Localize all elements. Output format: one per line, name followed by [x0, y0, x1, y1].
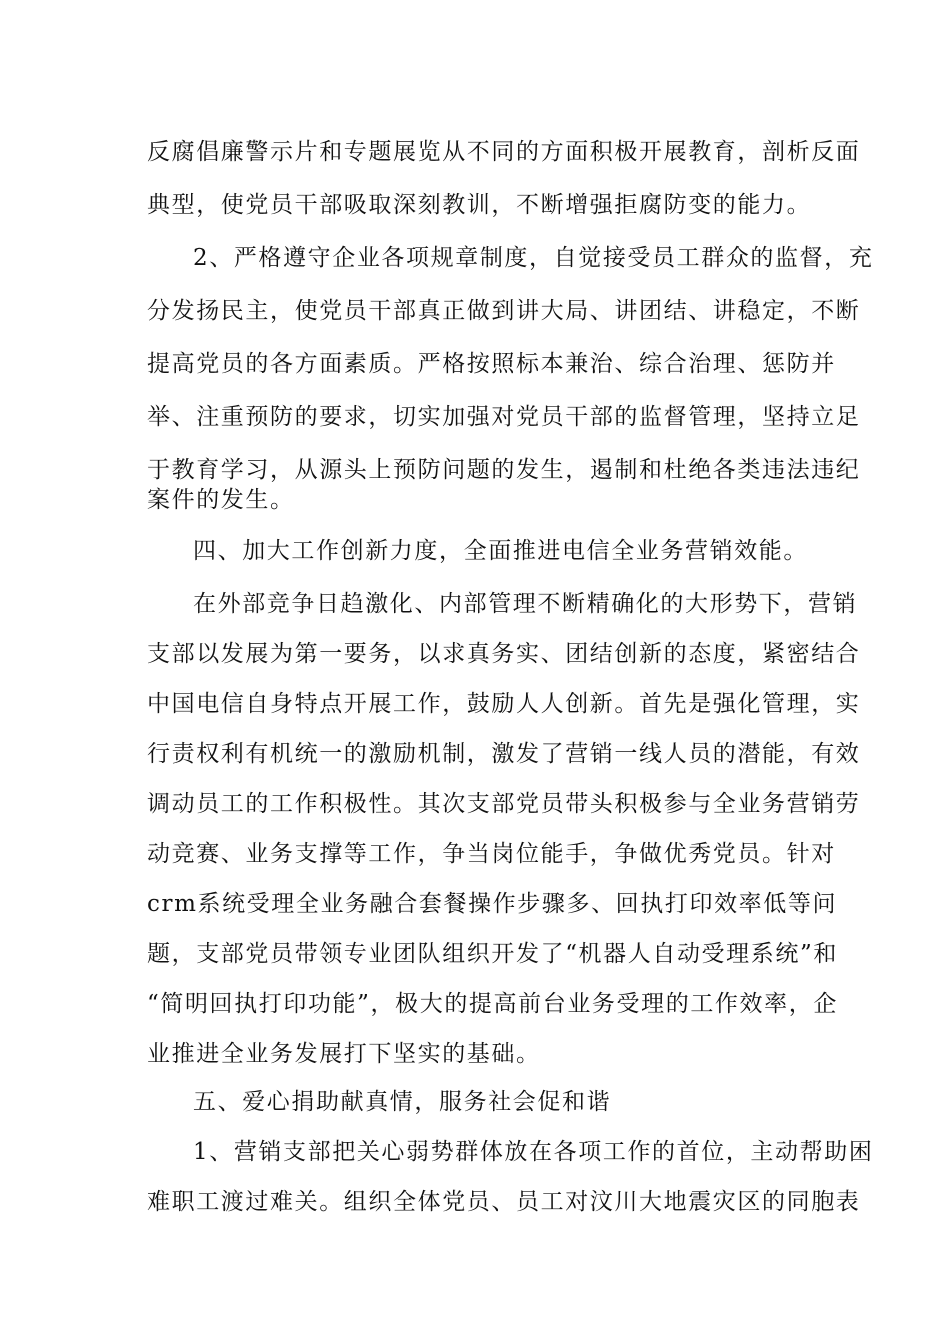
text-line: 题，支部党员带领专业团队组织开发了“机器人自动受理系统”和: [147, 941, 838, 967]
text-line: 典型，使党员干部吸取深刻教训，不断增强拒腐防变的能力。: [147, 192, 812, 218]
paragraph-start-line: 在外部竞争日趋激化、内部管理不断精确化的大形势下，营销: [193, 591, 858, 617]
paragraph-start-line: 2、严格遵守企业各项规章制度，自觉接受员工群众的监督，充: [193, 245, 874, 271]
text-line: 中国电信自身特点开展工作，鼓励人人创新。首先是强化管理，实: [147, 691, 861, 717]
text-line: “简明回执打印功能”，极大的提高前台业务受理的工作效率，企: [147, 991, 838, 1017]
section-heading: 四、加大工作创新力度，全面推进电信全业务营销效能。: [193, 538, 808, 564]
text-line: 业推进全业务发展打下坚实的基础。: [147, 1041, 541, 1067]
text-line: 行责权利有机统一的激励机制，激发了营销一线人员的潜能，有效: [147, 741, 861, 767]
text-line: 动竞赛、业务支撑等工作，争当岗位能手，争做优秀党员。针对: [147, 841, 836, 867]
text-line: 调动员工的工作积极性。其次支部党员带头积极参与全业务营销劳: [147, 791, 861, 817]
text-line: 举、注重预防的要求，切实加强对党员干部的监督管理，坚持立足: [147, 404, 861, 430]
paragraph-start-line: 1、营销支部把关心弱势群体放在各项工作的首位，主动帮助困: [193, 1139, 874, 1165]
text-line: 分发扬民主，使党员干部真正做到讲大局、讲团结、讲稳定，不断: [147, 298, 861, 324]
section-heading: 五、爱心捐助献真情，服务社会促和谐: [193, 1089, 612, 1115]
text-line: 提高党员的各方面素质。严格按照标本兼治、综合治理、惩防并: [147, 351, 836, 377]
text-line: crm系统受理全业务融合套餐操作步骤多、回执打印效率低等问: [147, 891, 838, 917]
text-line: 反腐倡廉警示片和专题展览从不同的方面积极开展教育，剖析反面: [147, 139, 861, 165]
text-line: 案件的发生。: [147, 487, 295, 513]
text-line: 于教育学习，从源头上预防问题的发生，遏制和杜绝各类违法违纪: [147, 457, 861, 483]
text-line: 支部以发展为第一要务，以求真务实、团结创新的态度，紧密结合: [147, 641, 861, 667]
text-line: 难职工渡过难关。组织全体党员、员工对汶川大地震灾区的同胞表: [147, 1189, 861, 1215]
